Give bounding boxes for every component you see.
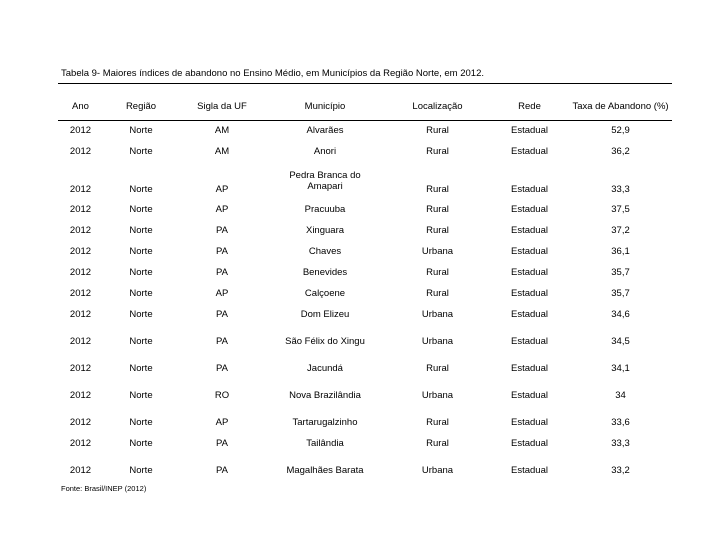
cell-localizacao: Urbana xyxy=(421,336,454,347)
cell-municipio: Jacundá xyxy=(307,363,343,374)
cell-taxa-abandono: 34 xyxy=(615,390,626,401)
cell-regiao: Norte xyxy=(129,146,153,157)
table-row xyxy=(58,141,672,162)
cell-ano: 2012 xyxy=(69,336,92,347)
cell-localizacao: Rural xyxy=(426,417,449,428)
cell-rede: Estadual xyxy=(511,267,548,278)
header-row xyxy=(58,92,672,120)
cell-municipio: Alvarães xyxy=(306,125,344,136)
cell-taxa-abandono: 34,5 xyxy=(611,336,630,347)
cell-municipio: Dom Elizeu xyxy=(300,309,350,320)
table-body xyxy=(58,120,672,487)
cell-municipio: Tailândia xyxy=(306,438,344,449)
table-row xyxy=(58,220,672,241)
header-rede: Rede xyxy=(518,100,541,112)
cell-regiao: Norte xyxy=(129,184,153,195)
cell-sigla-uf: PA xyxy=(216,246,228,257)
cell-municipio: Pedra Branca do Amapari xyxy=(289,169,361,192)
cell-localizacao: Urbana xyxy=(421,465,454,476)
cell-sigla-uf: AP xyxy=(215,184,229,195)
cell-municipio: Xinguara xyxy=(305,225,345,236)
cell-ano: 2012 xyxy=(69,125,92,136)
cell-taxa-abandono: 37,2 xyxy=(611,225,630,236)
cell-rede: Estadual xyxy=(511,204,548,215)
cell-regiao: Norte xyxy=(129,390,153,401)
cell-rede: Estadual xyxy=(511,146,548,157)
cell-regiao: Norte xyxy=(129,204,153,215)
cell-ano: 2012 xyxy=(69,417,92,428)
table-row xyxy=(58,454,672,487)
table-row xyxy=(58,433,672,454)
table-row xyxy=(58,304,672,325)
header-localizacao: Localização xyxy=(412,100,463,112)
cell-regiao: Norte xyxy=(129,267,153,278)
cell-municipio: Magalhães Barata xyxy=(286,465,364,476)
cell-municipio: Pracuuba xyxy=(304,204,346,215)
cell-rede: Estadual xyxy=(511,288,548,299)
cell-regiao: Norte xyxy=(129,465,153,476)
table-row xyxy=(58,120,672,141)
table-row xyxy=(58,412,672,433)
cell-sigla-uf: PA xyxy=(216,336,228,347)
header-municipio: Município xyxy=(304,100,346,112)
header-ano: Ano xyxy=(72,100,89,112)
cell-rede: Estadual xyxy=(511,184,548,195)
cell-regiao: Norte xyxy=(129,225,153,236)
cell-regiao: Norte xyxy=(129,417,153,428)
header-rule xyxy=(58,120,672,121)
cell-sigla-uf: PA xyxy=(216,225,228,236)
cell-regiao: Norte xyxy=(129,246,153,257)
cell-taxa-abandono: 35,7 xyxy=(611,267,630,278)
cell-ano: 2012 xyxy=(69,438,92,449)
cell-municipio: Chaves xyxy=(308,246,342,257)
cell-localizacao: Urbana xyxy=(421,390,454,401)
cell-municipio: São Félix do Xingu xyxy=(285,336,365,347)
cell-sigla-uf: AP xyxy=(215,288,229,299)
cell-localizacao: Rural xyxy=(426,267,449,278)
cell-rede: Estadual xyxy=(511,417,548,428)
table-row xyxy=(58,199,672,220)
cell-sigla-uf: PA xyxy=(216,465,228,476)
cell-regiao: Norte xyxy=(129,438,153,449)
cell-rede: Estadual xyxy=(511,125,548,136)
cell-rede: Estadual xyxy=(511,336,548,347)
table-row xyxy=(58,262,672,283)
cell-sigla-uf: PA xyxy=(216,309,228,320)
table-top-rule xyxy=(58,83,672,84)
cell-ano: 2012 xyxy=(69,288,92,299)
cell-localizacao: Rural xyxy=(426,125,449,136)
cell-localizacao: Urbana xyxy=(421,246,454,257)
cell-municipio: Anori xyxy=(313,146,337,157)
table-row xyxy=(58,241,672,262)
cell-localizacao: Rural xyxy=(426,438,449,449)
cell-sigla-uf: AP xyxy=(215,417,229,428)
cell-ano: 2012 xyxy=(69,363,92,374)
cell-ano: 2012 xyxy=(69,184,92,195)
cell-taxa-abandono: 34,1 xyxy=(611,363,630,374)
cell-localizacao: Rural xyxy=(426,225,449,236)
cell-ano: 2012 xyxy=(69,246,92,257)
cell-ano: 2012 xyxy=(69,267,92,278)
cell-localizacao: Rural xyxy=(426,204,449,215)
cell-taxa-abandono: 34,6 xyxy=(611,309,630,320)
cell-municipio: Benevides xyxy=(302,267,348,278)
cell-regiao: Norte xyxy=(129,125,153,136)
cell-sigla-uf: AM xyxy=(214,125,230,136)
cell-taxa-abandono: 35,7 xyxy=(611,288,630,299)
table-header xyxy=(58,92,672,120)
cell-sigla-uf: PA xyxy=(216,438,228,449)
cell-localizacao: Rural xyxy=(426,184,449,195)
abandonment-table xyxy=(58,92,672,487)
cell-ano: 2012 xyxy=(69,204,92,215)
cell-municipio: Calçoene xyxy=(304,288,346,299)
cell-taxa-abandono: 52,9 xyxy=(611,125,630,136)
cell-ano: 2012 xyxy=(69,225,92,236)
cell-rede: Estadual xyxy=(511,438,548,449)
cell-taxa-abandono: 36,2 xyxy=(611,146,630,157)
cell-ano: 2012 xyxy=(69,309,92,320)
table-row xyxy=(58,325,672,358)
cell-localizacao: Urbana xyxy=(421,309,454,320)
cell-ano: 2012 xyxy=(69,465,92,476)
cell-sigla-uf: AP xyxy=(215,204,229,215)
cell-localizacao: Rural xyxy=(426,288,449,299)
table-row xyxy=(58,379,672,412)
header-regiao: Região xyxy=(125,100,157,112)
cell-municipio: Nova Brazilândia xyxy=(289,390,361,401)
table-row xyxy=(58,358,672,379)
cell-municipio: Tartarugalzinho xyxy=(292,417,358,428)
cell-sigla-uf: PA xyxy=(216,267,228,278)
cell-taxa-abandono: 37,5 xyxy=(611,204,630,215)
cell-taxa-abandono: 33,3 xyxy=(611,438,630,449)
cell-sigla-uf: RO xyxy=(214,390,230,401)
cell-sigla-uf: AM xyxy=(214,146,230,157)
cell-rede: Estadual xyxy=(511,390,548,401)
header-taxa-abandono: Taxa de Abandono (%) xyxy=(572,100,669,112)
source-note: Fonte: Brasil/INEP (2012) xyxy=(61,484,147,493)
cell-localizacao: Rural xyxy=(426,363,449,374)
cell-regiao: Norte xyxy=(129,309,153,320)
table-row xyxy=(58,162,672,199)
cell-sigla-uf: PA xyxy=(216,363,228,374)
table-caption: Tabela 9- Maiores índices de abandono no Ensino Médio, em Municípios da Região Norte, em 2012. xyxy=(61,68,485,79)
cell-taxa-abandono: 33,3 xyxy=(611,184,630,195)
cell-rede: Estadual xyxy=(511,363,548,374)
cell-taxa-abandono: 33,2 xyxy=(611,465,630,476)
cell-ano: 2012 xyxy=(69,390,92,401)
cell-taxa-abandono: 33,6 xyxy=(611,417,630,428)
cell-regiao: Norte xyxy=(129,288,153,299)
cell-ano: 2012 xyxy=(69,146,92,157)
cell-rede: Estadual xyxy=(511,225,548,236)
cell-taxa-abandono: 36,1 xyxy=(611,246,630,257)
cell-regiao: Norte xyxy=(129,363,153,374)
table-row xyxy=(58,283,672,304)
cell-rede: Estadual xyxy=(511,309,548,320)
cell-localizacao: Rural xyxy=(426,146,449,157)
cell-regiao: Norte xyxy=(129,336,153,347)
header-sigla-uf: Sigla da UF xyxy=(197,100,247,112)
cell-rede: Estadual xyxy=(511,465,548,476)
cell-rede: Estadual xyxy=(511,246,548,257)
